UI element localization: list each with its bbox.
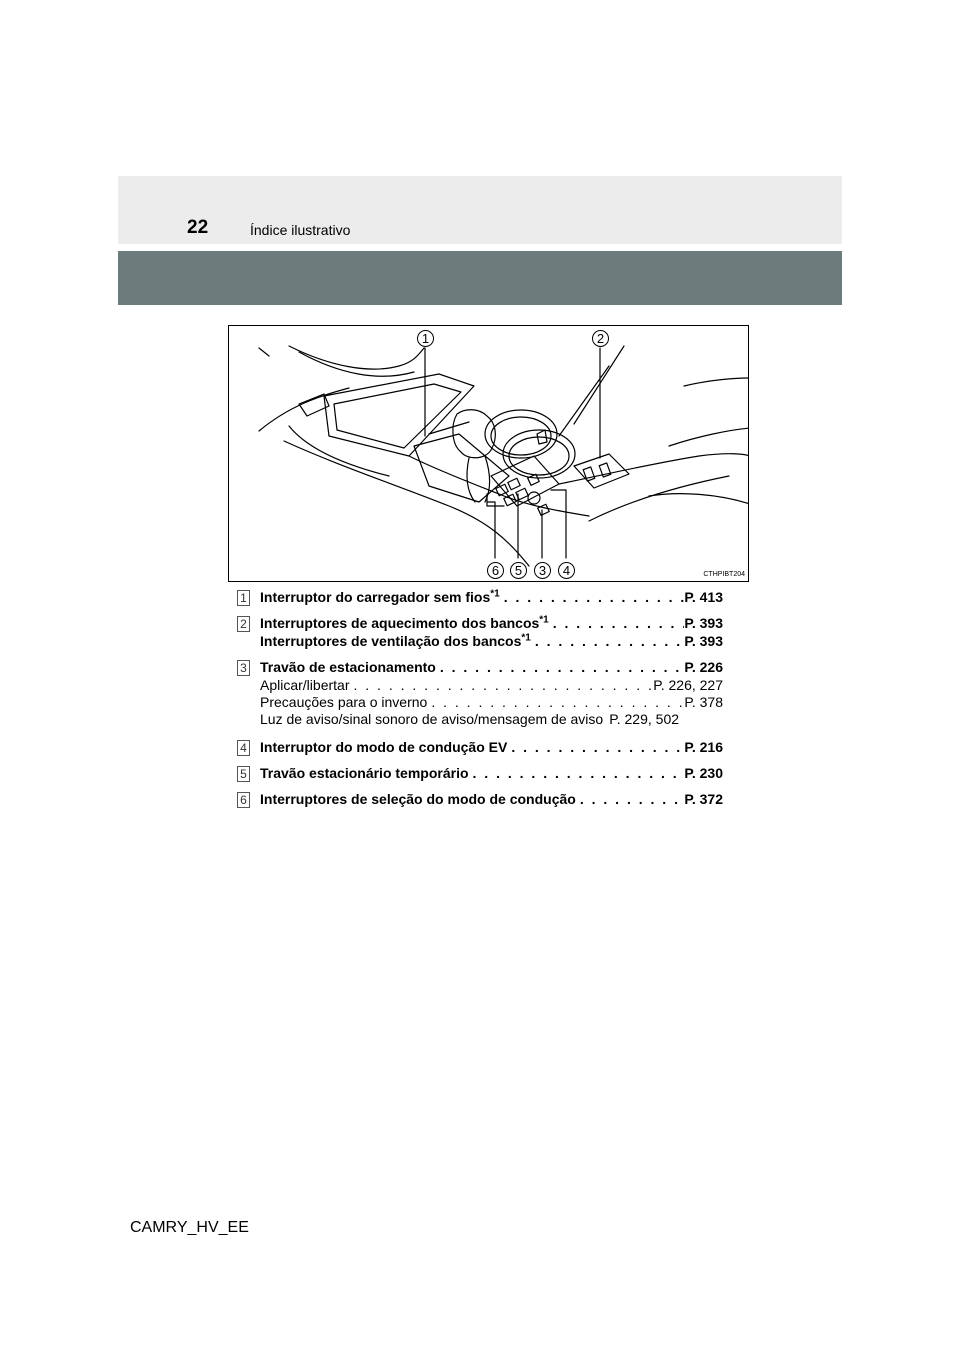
entry-row xyxy=(260,633,723,650)
page-reference: P. 413 xyxy=(684,589,723,605)
title-bar xyxy=(118,251,842,305)
entry-label: Interruptores de seleção do modo de condução xyxy=(260,791,576,807)
entry-number: 3 xyxy=(237,660,250,676)
entry-subrow xyxy=(260,694,723,711)
page-reference: P. 393 xyxy=(684,615,723,631)
center-console-illustration xyxy=(228,325,749,582)
entry-subrow xyxy=(260,677,723,694)
entry-row xyxy=(260,659,723,676)
entry-number: 5 xyxy=(237,766,250,782)
entry-row xyxy=(260,791,723,808)
entry-label: Travão de estacionamento xyxy=(260,659,436,675)
callout-3: 3 xyxy=(534,562,551,579)
document-id: CAMRY_HV_EE xyxy=(130,1219,249,1236)
entry-label: Travão estacionário temporário xyxy=(260,765,469,781)
entry-label: Precauções para o inverno xyxy=(260,694,428,710)
callout-5: 5 xyxy=(510,562,527,579)
entry-row xyxy=(260,589,723,606)
entry-number: 2 xyxy=(237,616,250,632)
entry-subrow xyxy=(260,711,723,728)
callout-1: 1 xyxy=(417,330,434,347)
page-number: 22 xyxy=(187,217,209,238)
entry-row xyxy=(260,739,723,756)
footnote-mark: *1 xyxy=(539,615,549,626)
page-reference: P. 216 xyxy=(684,739,723,755)
page-reference: P. 230 xyxy=(684,765,723,781)
entry-label: Luz de aviso/sinal sonoro de aviso/mensagem de aviso xyxy=(260,711,604,727)
entry-row xyxy=(260,765,723,782)
page-reference: P. 378 xyxy=(684,694,723,710)
entry-label: Interruptor do carregador sem fios xyxy=(260,589,491,605)
entry-number: 6 xyxy=(237,792,250,808)
entry-label: Interruptor do modo de condução EV xyxy=(260,739,508,755)
callout-6: 6 xyxy=(487,562,504,579)
entry-number: 1 xyxy=(237,590,250,606)
page-reference: P. 229, 502 xyxy=(609,711,680,727)
entry-number: 4 xyxy=(237,740,250,756)
callout-4: 4 xyxy=(558,562,575,579)
page-reference: P. 393 xyxy=(684,633,723,649)
entry-label: Interruptores de aquecimento dos bancos xyxy=(260,615,540,631)
console-line-drawing xyxy=(229,326,749,582)
figure-code: CTHPIBT204 xyxy=(703,571,745,578)
entry-label: Aplicar/libertar xyxy=(260,677,350,693)
header-band xyxy=(118,176,842,244)
section-title: Índice ilustrativo xyxy=(250,222,351,238)
footnote-mark: *1 xyxy=(521,633,531,644)
entry-row xyxy=(260,615,723,632)
footnote-mark: *1 xyxy=(490,589,500,600)
entry-label: Interruptores de ventilação dos bancos xyxy=(260,633,522,649)
page-reference: P. 226 xyxy=(684,659,723,675)
page-reference: P. 372 xyxy=(684,791,723,807)
callout-2: 2 xyxy=(592,330,609,347)
page-reference: P. 226, 227 xyxy=(653,677,723,693)
